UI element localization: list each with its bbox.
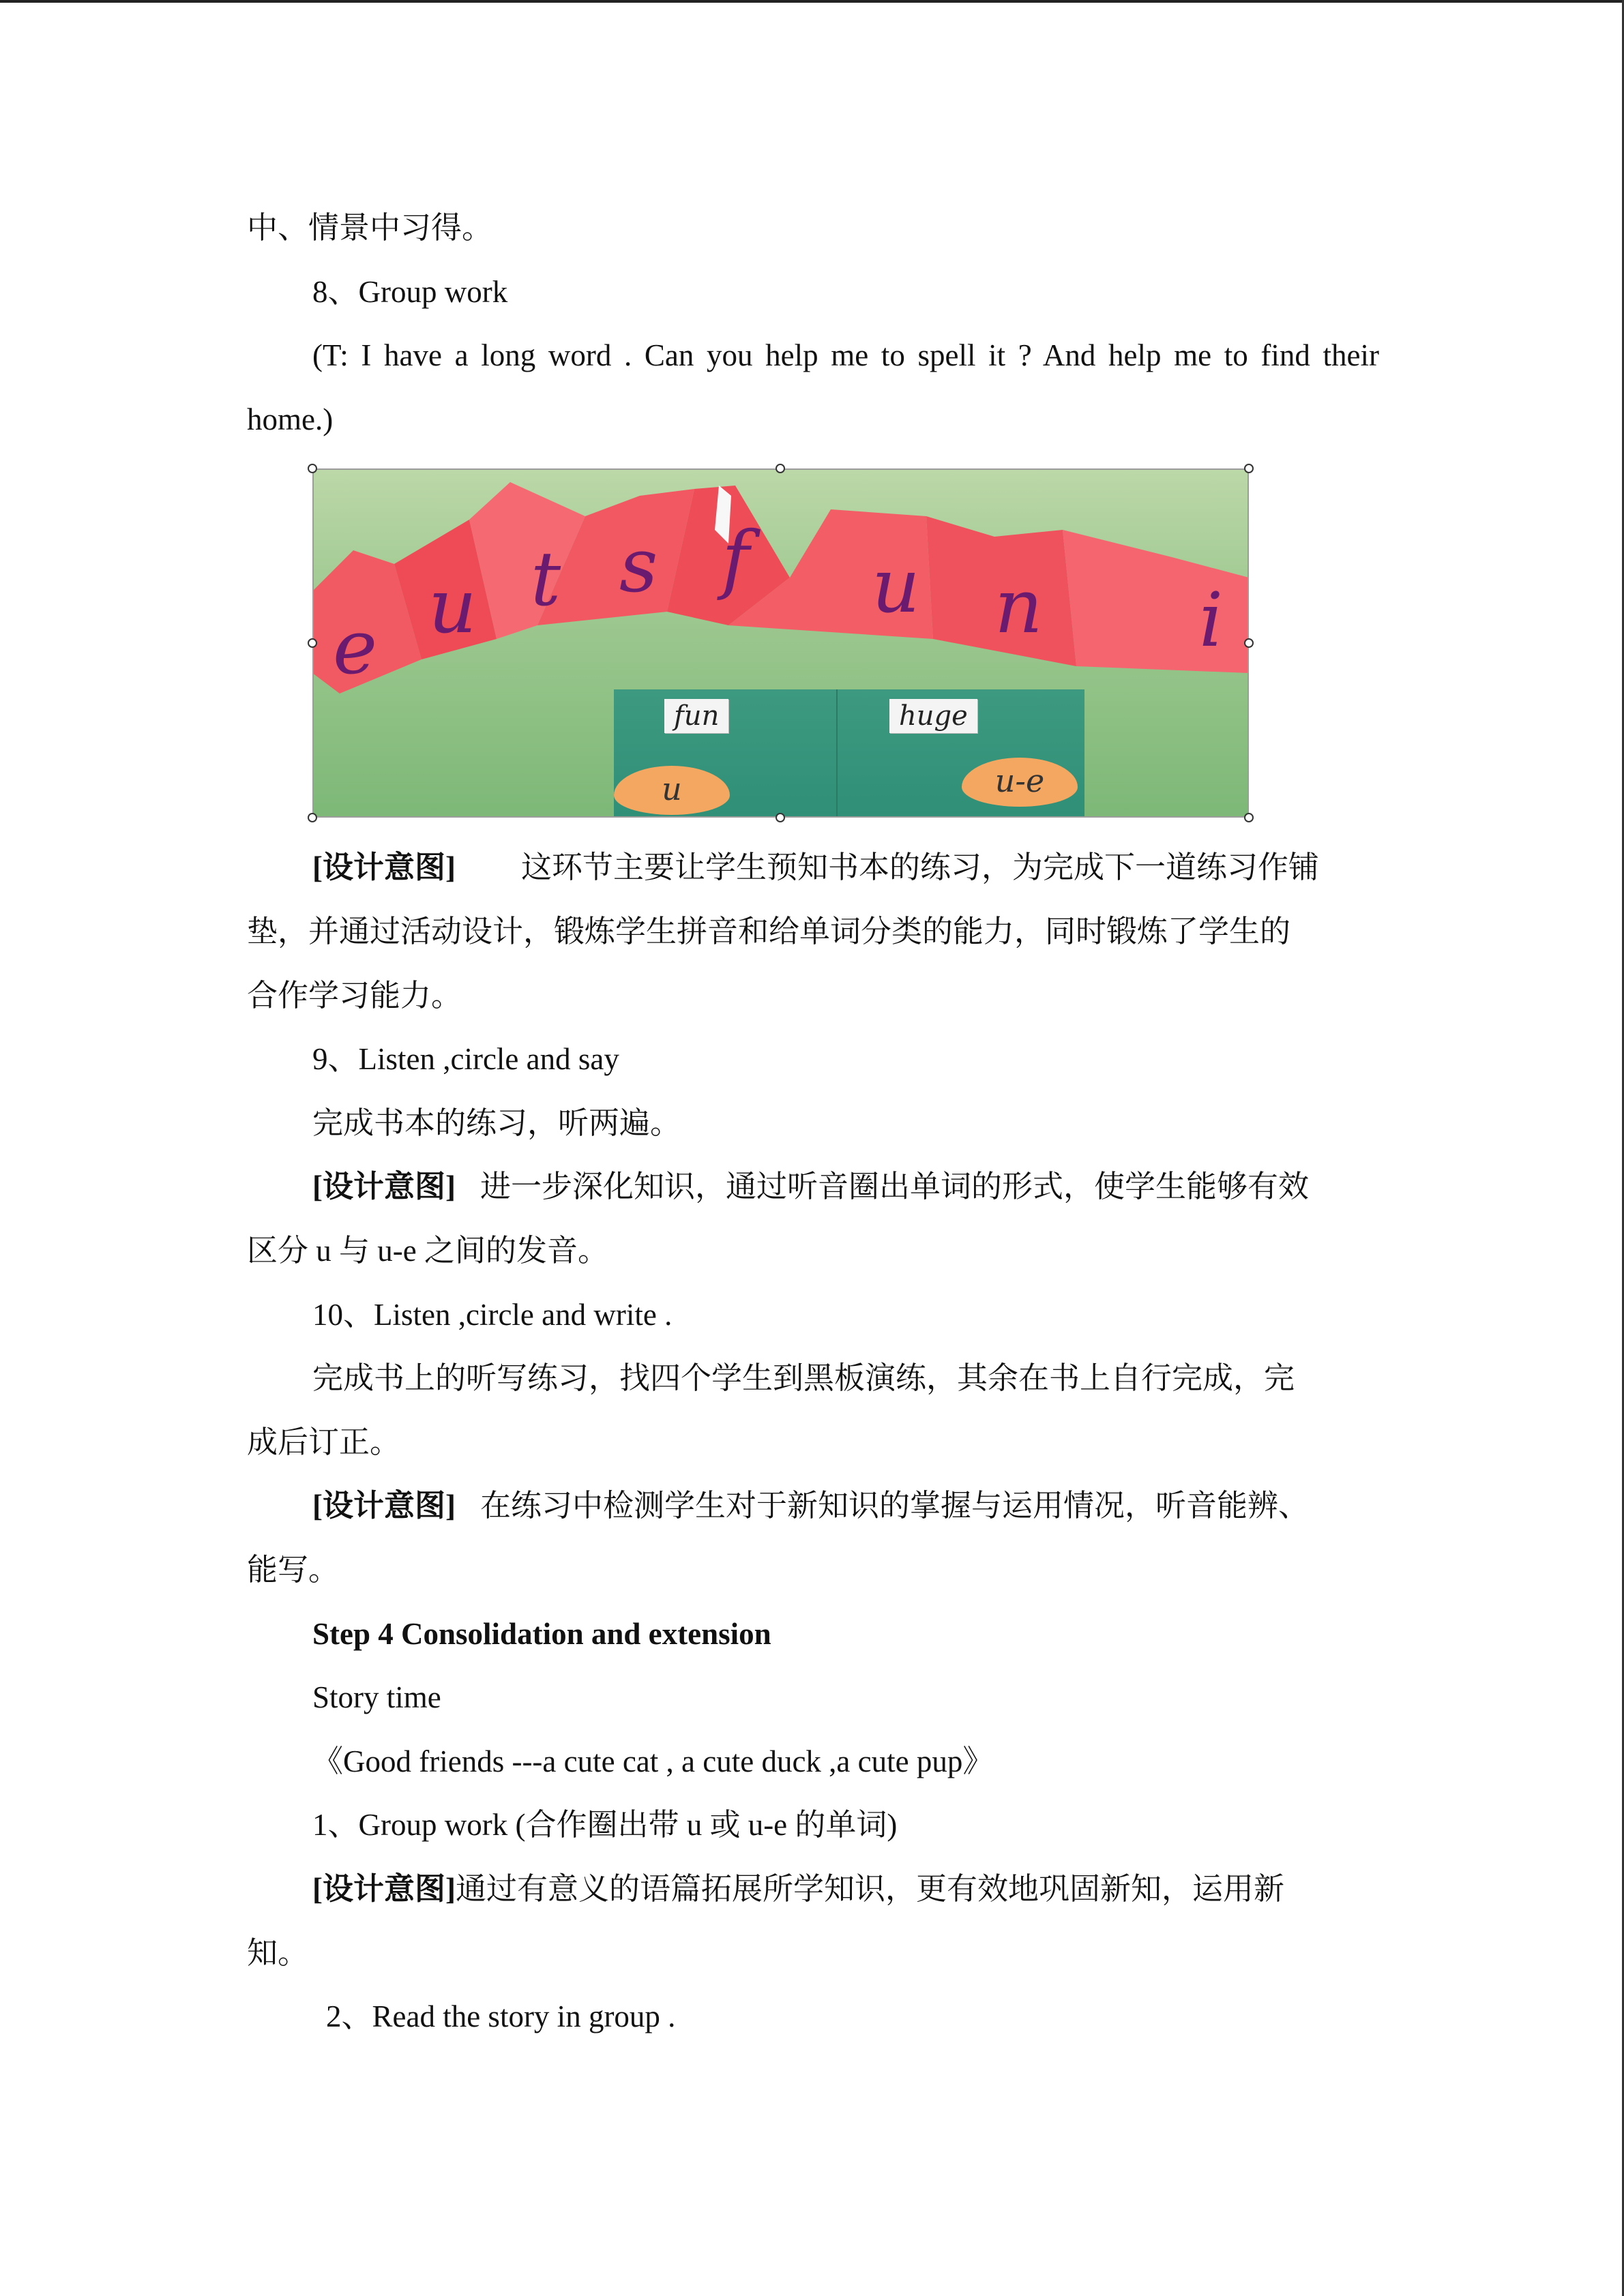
leaf-label-u-e: u-e: [962, 758, 1078, 807]
design-intent-line: [312, 1485, 1309, 1526]
strip-letter: f: [722, 515, 750, 602]
resize-handle[interactable]: [776, 464, 785, 473]
text-line: (T: I have a long word . Can you help me to spell it ? And help me to find their: [312, 338, 1379, 372]
design-intent-line: [312, 1868, 1284, 1909]
text-line: Story time: [312, 1680, 441, 1714]
resize-handle[interactable]: [1244, 638, 1254, 648]
design-intent-tag: [设计意图]: [312, 1872, 456, 1906]
strip-letter: u: [872, 542, 920, 629]
text-span: 在练习中检测学生对于新知识的掌握与运用情况，听音能辨、: [479, 1489, 1309, 1523]
strip-letter: s: [619, 522, 658, 609]
resize-handle[interactable]: [1244, 813, 1254, 822]
text-span: 通过有意义的语篇拓展所学知识，更有效地巩固新知，运用新: [455, 1872, 1284, 1906]
design-intent-tag: [设计意图]: [312, 1169, 456, 1204]
leaf-label-u: u: [614, 766, 730, 815]
strip-letter: t: [531, 535, 561, 623]
resize-handle[interactable]: [1244, 464, 1254, 473]
resize-handle[interactable]: [776, 813, 785, 822]
step-item-heading: 2、Read the story in group .: [326, 1999, 676, 2033]
text-line: 完成书上的听写练习，找四个学生到黑板演练，其余在书上自行完成，完: [312, 1361, 1295, 1395]
design-intent-tag: [设计意图]: [312, 850, 456, 884]
strip-letter: u: [428, 563, 477, 650]
resize-handle[interactable]: [308, 813, 317, 822]
text-line: 合作学习能力。: [247, 979, 462, 1013]
text-line: 区分 u 与 u-e 之间的发音。: [247, 1234, 608, 1268]
word-card-fun: fun: [664, 699, 728, 733]
step-item-heading: 10、Listen ,circle and write .: [312, 1298, 673, 1332]
resize-handle[interactable]: [308, 464, 317, 473]
strip-letter: i: [1199, 576, 1224, 664]
step-item-heading: 1、Group work (合作圈出带 u 或 u-e 的单词): [312, 1808, 898, 1842]
text-line: 知。: [247, 1936, 309, 1970]
story-title: 《Good friends ---a cute cat , a cute duck ,a cute pup》: [312, 1744, 994, 1778]
design-intent-line: [312, 847, 1319, 888]
text-span: 进一步深化知识，通过听音圈出单词的形式，使学生能够有效: [479, 1169, 1309, 1204]
text-line: 完成书本的练习，听两遍。: [312, 1106, 681, 1140]
strip-letter: e: [333, 603, 378, 691]
text-line: 成后订正。: [247, 1425, 401, 1459]
step-item-heading: 8、Group work: [312, 275, 508, 309]
text-line: 能写。: [247, 1553, 340, 1587]
text-line: home.): [247, 402, 334, 436]
design-intent-line: [312, 1166, 1309, 1207]
strip-letter: n: [994, 563, 1043, 650]
text-span: 这环节主要让学生预知书本的练习，为完成下一道练习作铺: [520, 850, 1319, 884]
page-top-border: [0, 0, 1624, 3]
section-heading: Step 4 Consolidation and extension: [312, 1617, 771, 1651]
resize-handle[interactable]: [308, 638, 317, 648]
design-intent-tag: [设计意图]: [312, 1489, 456, 1523]
image-selection-frame: [312, 468, 1249, 818]
text-line: 垫，并通过活动设计，锻炼学生拼音和给单词分类的能力，同时锻炼了学生的: [247, 914, 1291, 949]
step-item-heading: 9、Listen ,circle and say: [312, 1042, 619, 1076]
word-card-huge: huge: [889, 699, 977, 733]
text-line: 中、情景中习得。: [247, 211, 493, 245]
